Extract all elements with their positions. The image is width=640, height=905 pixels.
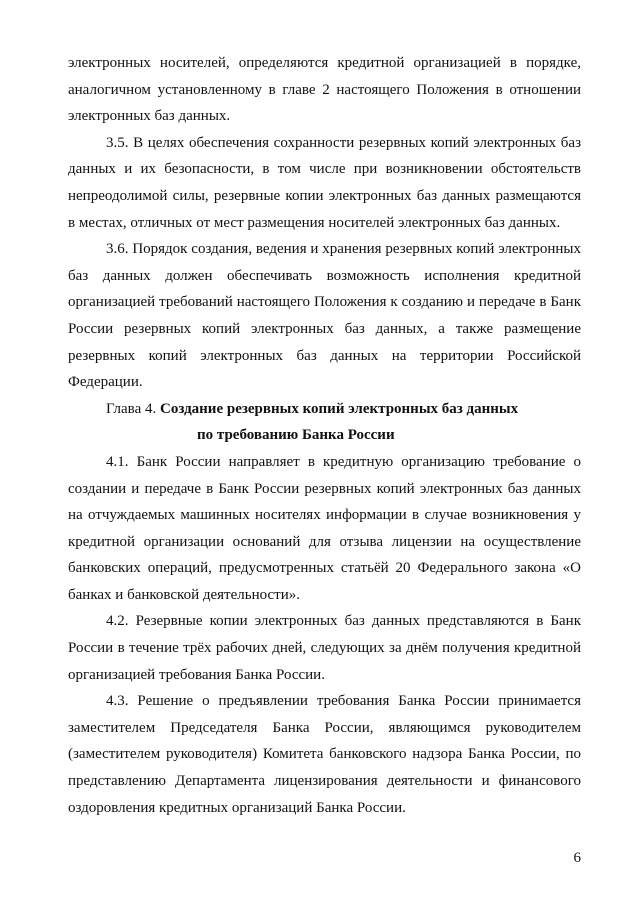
paragraph-4-3: 4.3. Решение о предъявлении требования Банка России принимается заместителем Председателя Банка России, являющимся руководителем (заместителем руководителя) Комитета банковского надзора Банка России, по представлению Департамента лицензирования деятельности и финансового оздоровления кредитных организаций Банка России. [68,693,581,816]
continuation-paragraph: электронных носителей, определяются кредитной организацией в порядке, аналогичном установленному в главе 2 настоящего Положения в отношении электронных баз данных. [68,55,581,125]
paragraph-3-5: 3.5. В целях обеспечения сохранности резервных копий электронных баз данных и их безопасности, в том числе при возникновении обстоятельств непреодолимой силы, резервные копии электронных баз данных размещаются в местах, отличных от мест размещения носителей электронных баз данных. [68,134,581,231]
paragraph-4-1: 4.1. Банк России направляет в кредитную организацию требование о создании и передаче в Банк России резервных копий электронных баз данных на отчуждаемых машинных носителях информации в случае возникновения у кредитной организации оснований для отзыва лицензии на осуществление банковских операций, предусмотренных статьёй 20 Федерального закона «О банках и банковской деятельности». [68,453,581,603]
paragraph-3-6: 3.6. Порядок создания, ведения и хранения резервных копий электронных баз данных должен обеспечивать возможность исполнения кредитной организацией требований настоящего Положения к созданию и передаче в Банк России резервных копий электронных баз данных, а также размещение резервных копий электронных баз данных на территории Российской Федерации. [68,241,581,391]
chapter-4-title-line1: Создание резервных копий электронных баз данных [159,400,519,417]
document-page [68,50,581,821]
page-number: 6 [573,850,581,866]
chapter-4-title-line2: по требованию Банка России [197,427,395,444]
paragraph-4-2: 4.2. Резервные копии электронных баз данных представляются в Банк России в течение трёх рабочих дней, следующих за днём получения кредитной организацией требования Банка России. [68,613,581,683]
chapter-4-prefix: Глава 4. [106,400,160,417]
chapter-4-heading [68,396,581,423]
